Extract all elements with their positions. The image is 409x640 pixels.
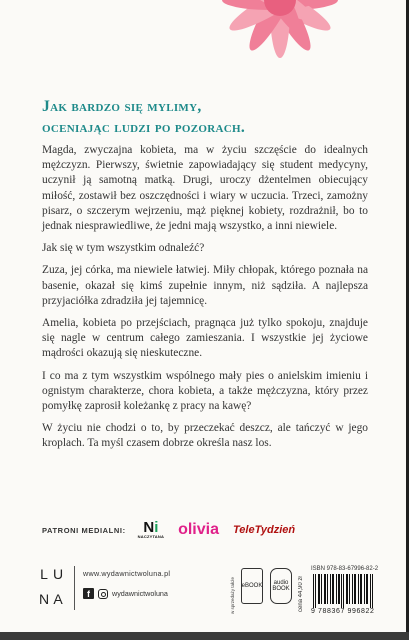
ebook-badge: eBOOK — [241, 568, 263, 604]
ni-logo-n: N — [143, 519, 155, 536]
ni-logo-i: i — [154, 519, 159, 536]
blurb — [42, 143, 368, 459]
teletydzien-logo: TeleTydzień — [232, 524, 296, 536]
publisher-social — [83, 588, 168, 599]
instagram-icon — [98, 589, 108, 599]
headline — [42, 96, 382, 138]
patrons-label: PATRONI MEDIALNI: — [42, 525, 126, 535]
blurb-paragraph-1: Magda, zwyczajna kobieta, ma w życiu szczęście do idealnych mężczyzn. Pierwszy, świetnie zapowiadający się student medycyny, uczynił ją samotną matką. Drugi, uroczy dżentelmen obiecujący miłość, zostawił bez oszczędności i wiary w uczucia. Trzeci, zamożny pisarz, o szczerym wejrzeniu, mąż pięknej kobiety, rozdrażnił, bo to jednak niesprawiedliwe, że jedni mają wszystko, a inni niewiele. — [42, 144, 368, 233]
luna-letter-u: U — [52, 566, 66, 582]
blurb-paragraph-3: Zuza, jej córka, ma niewiele łatwiej. Miły chłopak, którego poznała na basenie, okazał się kimś zupełnie innym, niż sądziła. A najlepsza przyjaciółka zdradziła jej tajemnicę. — [42, 264, 368, 307]
luna-letter-a: A — [53, 591, 65, 607]
audiobook-line-2: BOOK — [272, 586, 290, 592]
barcode — [311, 574, 375, 608]
naczytana-text: NACZYTANA — [137, 534, 165, 539]
divider — [74, 566, 75, 610]
barcode-number: 9 788367 996822 — [311, 608, 375, 615]
headline-line-1: Jak bardzo się mylimy, — [42, 98, 202, 115]
blurb-paragraph-2: Jak się w tym wszystkim odnaleźć? — [42, 242, 205, 255]
price: cena 44,90 zł — [298, 576, 304, 612]
luna-letter-l: L — [40, 566, 50, 582]
audiobook-badge — [270, 568, 292, 604]
social-handle: wydawnictwoluna — [112, 589, 168, 598]
pink-flower-image — [180, 0, 380, 100]
edge-shadow-bottom — [0, 632, 409, 640]
naczytana-logo — [138, 521, 164, 539]
media-patrons — [42, 518, 362, 542]
blurb-paragraph-5: I co ma z tym wszystkim wspólnego mały pies o anielskim imieniu i ognistym charakterze, chora kobieta, a także mężczyzna, który przez pomyłkę zaprosił koleżankę z pracy na kawę? — [42, 369, 368, 413]
luna-logo — [38, 566, 66, 610]
isbn: ISBN 978-83-67996-82-2 — [311, 566, 379, 572]
blurb-paragraph-4: Amelia, kobieta po przejściach, pragnąca już tylko spokoju, znajduje się nagle w centrum całego zamieszania. I wszystkie jej życiowe mądrości okazują się nieskuteczne. — [42, 317, 368, 360]
publisher-website: www.wydawnictwoluna.pl — [83, 569, 171, 578]
audiobook-line-1: audio — [273, 579, 289, 586]
luna-letter-n: N — [38, 591, 52, 607]
also-available-note: w sprzedaży także — [230, 576, 235, 614]
blurb-paragraph-6: W życiu nie chodzi o to, by przeczekać deszcz, ale tańczyć w jego kroplach. Ta myśl czasem dobrze określa nasz los. — [42, 422, 368, 450]
facebook-icon: f — [83, 588, 94, 599]
headline-line-2: oceniając ludzi po pozorach. — [42, 119, 246, 136]
olivia-logo: olivia — [178, 521, 219, 538]
